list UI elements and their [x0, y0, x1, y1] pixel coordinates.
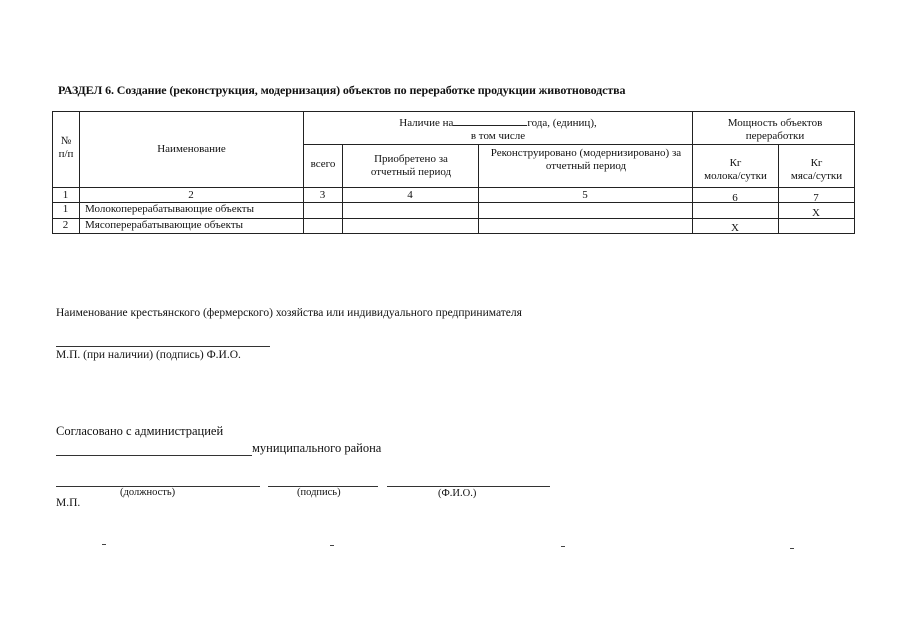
header-num: № п/п	[58, 135, 74, 160]
scan-mark	[561, 546, 565, 547]
fio-caption: (Ф.И.О.)	[438, 488, 477, 499]
scan-mark	[330, 545, 334, 546]
header-total: всего	[310, 158, 336, 170]
colnum-5: 5	[582, 189, 588, 201]
header-name: Наименование	[157, 143, 226, 155]
fio-line	[387, 486, 550, 487]
row-c7: Х	[812, 207, 820, 219]
colnum-6: 6	[732, 192, 738, 204]
header-availability	[304, 115, 692, 143]
scan-mark	[102, 544, 106, 545]
header-milk: Кг молока/сутки	[704, 157, 767, 182]
scan-mark	[790, 548, 794, 549]
colnum-1: 1	[62, 189, 69, 201]
colnum-2: 2	[188, 189, 194, 201]
district-label: муниципального района	[252, 441, 382, 455]
header-meat: Кг мяса/сутки	[790, 157, 843, 182]
colnum-4: 4	[407, 189, 413, 201]
position-caption: (должность)	[120, 487, 176, 498]
mp-label: М.П.	[56, 497, 81, 509]
administration-line	[56, 455, 252, 456]
colnum-3: 3	[319, 189, 326, 201]
header-acquired: Приобретено за отчетный период	[370, 153, 452, 178]
signature-caption: (подпись)	[297, 487, 341, 498]
row-name: Молокоперерабатывающие объекты	[85, 203, 254, 215]
section-title: РАЗДЕЛ 6. Создание (реконструкция, модернизация) объектов по переработке продукции животноводства	[58, 83, 626, 97]
header-capacity: Мощность объектов переработки	[727, 117, 823, 142]
header-availability-pre: Наличие на	[399, 117, 454, 129]
farm-signature-line	[56, 346, 270, 347]
stamp-signature-caption: М.П. (при наличии) (подпись) Ф.И.О.	[56, 349, 241, 361]
header-reconstructed: Реконструировано (модернизировано) за отчетный период	[490, 147, 682, 172]
header-availability-post: года, (единиц),	[527, 117, 597, 129]
row-name: Мясоперерабатывающие объекты	[85, 219, 244, 231]
row-c6: Х	[731, 222, 739, 234]
colnum-7: 7	[813, 192, 819, 204]
row-num: 1	[62, 203, 69, 215]
row-num: 2	[62, 219, 69, 231]
header-availability-line2: в том числе	[470, 130, 526, 142]
agreed-label: Согласовано с администрацией	[56, 424, 224, 438]
farm-name-label: Наименование крестьянского (фермерского) хозяйства или индивидуального предпринимателя	[56, 307, 522, 319]
